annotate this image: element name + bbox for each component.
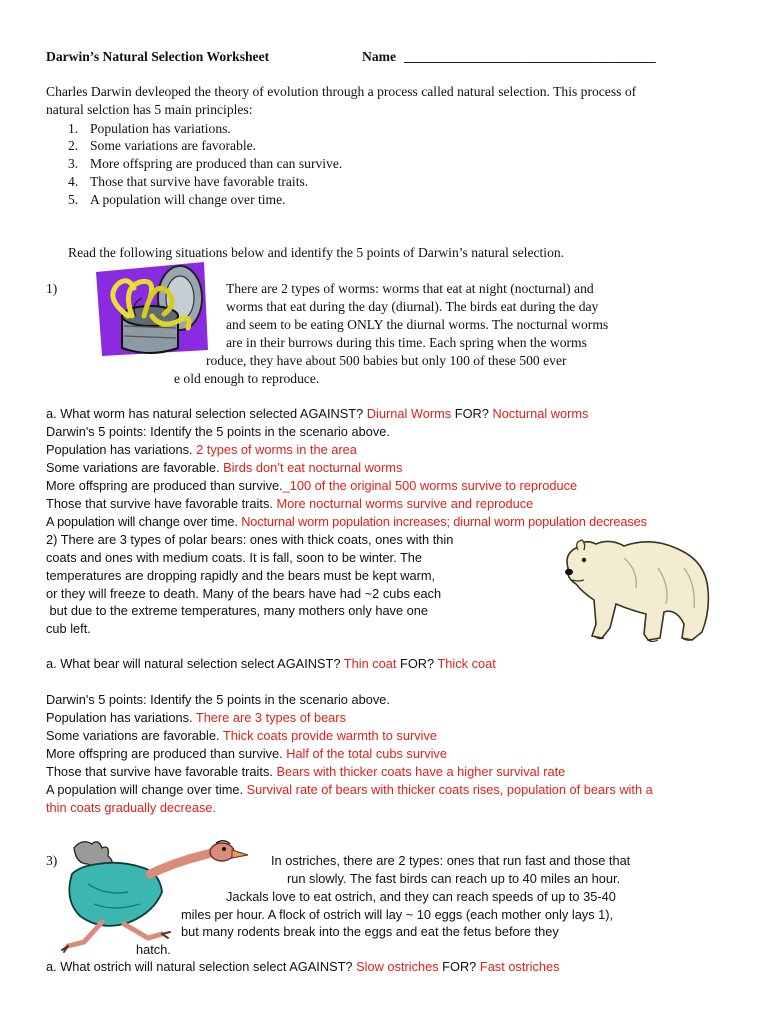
point-label: Population has variations.: [46, 442, 193, 457]
scenario-1-line: and seem to be eating ONLY the diurnal worms. The nocturnal worms: [226, 317, 609, 332]
worm-can-illustration: [92, 258, 210, 358]
answer-3-against: Slow ostriches: [356, 959, 439, 974]
point-answer-continued: thin coats gradually decrease.: [46, 800, 217, 815]
scenario-3-line: but many rodents break into the eggs and eat the fetus before they: [181, 924, 559, 939]
point-label: A population will change over time.: [46, 782, 244, 797]
question-2a: [46, 655, 496, 672]
principle-number: 5.: [68, 192, 79, 207]
scenario-2-line: temperatures are dropping rapidly and the bears must be kept warm,: [46, 568, 436, 583]
question-3a: [46, 958, 560, 975]
point-row-1-4: [46, 495, 533, 512]
principle-item: Some variations are favorable.: [90, 138, 257, 153]
point-answer: Nocturnal worm population increases; diurnal worm population decreases: [241, 514, 647, 529]
point-row-1-2: [46, 459, 402, 476]
scenario-3-line: miles per hour. A flock of ostrich will lay ~ 10 eggs (each mother only lays 1),: [181, 907, 614, 922]
principle-number: 3.: [68, 156, 79, 171]
question-3a-text: a. What ostrich will natural selection select AGAINST?: [46, 959, 353, 974]
instruction: Read the following situations below and identify the 5 points of Darwin’s natural selection.: [68, 245, 565, 260]
answer-1-against: Diurnal Worms: [366, 406, 452, 421]
scenario-2-line: cub left.: [46, 621, 91, 636]
scenario-3-line: Jackals love to eat ostrich, and they can reach speeds of up to 35-40: [226, 889, 616, 904]
question-1a-text: a. What worm has natural selection selected AGAINST?: [46, 406, 364, 421]
intro-line-2: natural selction has 5 main principles:: [46, 102, 253, 117]
point-answer: There are 3 types of bears: [195, 710, 346, 725]
answer-1-for: Nocturnal worms: [492, 406, 589, 421]
point-row-1-1: [46, 441, 357, 458]
point-answer: Half of the total cubs survive: [286, 746, 447, 761]
points-intro-1: Darwin's 5 points: Identify the 5 points in the scenario above.: [46, 424, 390, 439]
worksheet-title: Darwin’s Natural Selection Worksheet: [46, 49, 270, 64]
point-answer: 2 types of worms in the area: [196, 442, 357, 457]
scenario-1-line: roduce, they have about 500 babies but only 100 of these 500 ever: [206, 353, 567, 368]
point-label: Some variations are favorable.: [46, 460, 220, 475]
point-row-2-1: [46, 709, 346, 726]
intro-line-1: Charles Darwin devleoped the theory of evolution through a process called natural selection. This process of: [46, 84, 637, 99]
point-label: More offspring are produced than survive.: [46, 478, 283, 493]
polar-bear-illustration: [554, 528, 718, 646]
point-answer: Survival rate of bears with thicker coats rises, population of bears with a: [246, 782, 653, 797]
scenario-1-number: 1): [46, 281, 58, 296]
scenario-1-line: worms that eat during the day (diurnal). The birds eat during the day: [226, 299, 599, 314]
scenario-1-line: are in their burrows during this time. Each spring when the worms: [226, 335, 587, 350]
principle-item: Population has variations.: [90, 121, 231, 136]
name-blank[interactable]: _____________________________________: [404, 49, 656, 64]
point-row-1-3: [46, 477, 577, 494]
scenario-1-line: e old enough to reproduce.: [174, 371, 320, 386]
scenario-3-number: 3): [46, 853, 58, 868]
point-label: Those that survive have favorable traits.: [46, 764, 273, 779]
answer-2-for: Thick coat: [437, 656, 496, 671]
point-label: More offspring are produced than survive.: [46, 746, 283, 761]
for-label: FOR?: [442, 959, 477, 974]
point-answer: Bears with thicker coats have a higher survival rate: [276, 764, 566, 779]
point-answer: Thick coats provide warmth to survive: [222, 728, 437, 743]
scenario-3-line: In ostriches, there are 2 types: ones that run fast and those that: [271, 853, 631, 868]
principle-number: 2.: [68, 138, 79, 153]
scenario-2-line: but due to the extreme temperatures, many mothers only have one: [46, 603, 428, 618]
principle-number: 1.: [68, 121, 79, 136]
principle-item: A population will change over time.: [90, 192, 286, 207]
scenario-3-line: hatch.: [136, 942, 171, 957]
principle-item: Those that survive have favorable traits.: [90, 174, 309, 189]
point-answer: More nocturnal worms survive and reproduce: [276, 496, 534, 511]
for-label: FOR?: [400, 656, 435, 671]
point-row-2-5: [46, 781, 653, 798]
points-intro-2: Darwin's 5 points: Identify the 5 points in the scenario above.: [46, 692, 390, 707]
answer-3-for: Fast ostriches: [479, 959, 560, 974]
point-answer: Birds don’t eat nocturnal worms: [223, 460, 403, 475]
point-row-2-4: [46, 763, 565, 780]
point-answer: _100 of the original 500 worms survive to reproduce: [282, 478, 578, 493]
scenario-3-line: run slowly. The fast birds can reach up to 40 miles an hour.: [287, 871, 621, 886]
point-label: A population will change over time.: [46, 514, 238, 529]
scenario-2-line: 2) There are 3 types of polar bears: ones with thick coats, ones with thin: [46, 532, 454, 547]
point-label: Population has variations.: [46, 710, 193, 725]
scenario-2-line: or they will freeze to death. Many of the bears have had ~2 cubs each: [46, 586, 442, 601]
principle-item: More offspring are produced than can survive.: [90, 156, 343, 171]
principle-number: 4.: [68, 174, 79, 189]
scenario-1-line: There are 2 types of worms: worms that eat at night (nocturnal) and: [226, 281, 594, 296]
point-label: Those that survive have favorable traits.: [46, 496, 273, 511]
point-row-2-3: [46, 745, 447, 762]
question-1a: [46, 405, 588, 422]
answer-2-against: Thin coat: [343, 656, 397, 671]
scenario-2-line: coats and ones with medium coats. It is fall, soon to be winter. The: [46, 550, 423, 565]
question-2a-text: a. What bear will natural selection select AGAINST?: [46, 656, 341, 671]
name-label: Name: [362, 49, 396, 64]
for-label: FOR?: [454, 406, 489, 421]
point-label: Some variations are favorable.: [46, 728, 220, 743]
point-row-2-2: [46, 727, 437, 744]
